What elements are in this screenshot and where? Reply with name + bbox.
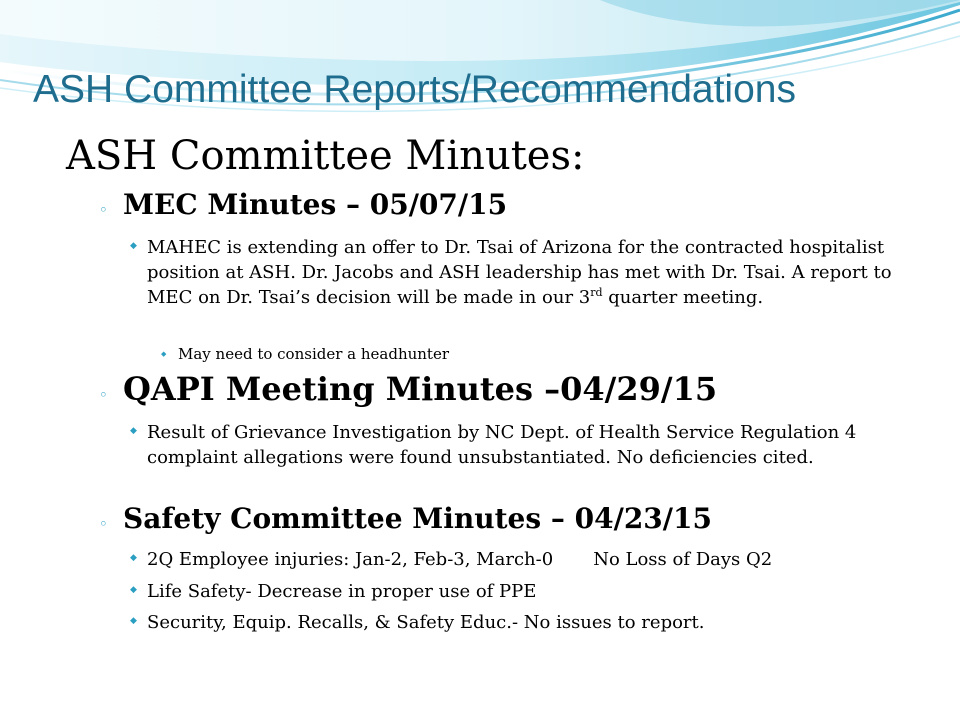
qapi-bullet-text: Result of Grievance Investigation by NC Dept. of Health Service Regulation 4 complaint allegations were found unsubstantiated. No deficiencies cited. [147,422,857,468]
section-qapi-heading: QAPI Meeting Minutes –04/29/15 [123,370,718,408]
mec-sub-bullet: May need to consider a headhunter [178,345,450,363]
section-bullet-icon: ◦ [99,386,108,404]
mec-bullet-text [147,235,907,310]
mec-bullet-superscript: rd [590,286,603,299]
section-bullet-icon: ◦ [99,201,108,219]
section-mec-heading: MEC Minutes – 05/07/15 [123,188,508,221]
section-safety-heading: Safety Committee Minutes – 04/23/15 [123,502,712,535]
mec-bullet-main: MAHEC is extending an offer to Dr. Tsai of Arizona for the contracted hospitalist position at ASH. Dr. Jacobs and ASH leadership has met with Dr. Tsai. A report to MEC on Dr. Tsai’s decision will be made in our 3 [147,237,892,308]
bullet-diamond-icon: ◆ [130,426,137,436]
bullet-diamond-icon: ◆ [130,553,137,563]
bullet-diamond-icon: ◆ [130,616,137,626]
safety-bullet-security: Security, Equip. Recalls, & Safety Educ.- No issues to report. [147,612,705,633]
content-heading: ASH Committee Minutes: [66,133,585,179]
safety-bullet-life-safety: Life Safety- Decrease in proper use of PPE [147,581,537,602]
section-bullet-icon: ◦ [99,515,108,533]
slide-title: ASH Committee Reports/Recommendations [33,68,796,111]
safety-bullet-injuries: 2Q Employee injuries: Jan-2, Feb-3, March-0 No Loss of Days Q2 [147,549,773,570]
bullet-diamond-icon: ◆ [130,585,137,595]
sub-bullet-diamond-icon: ◆ [161,350,167,358]
mec-bullet-after: quarter meeting. [602,287,764,308]
bullet-diamond-icon: ◆ [130,241,137,251]
